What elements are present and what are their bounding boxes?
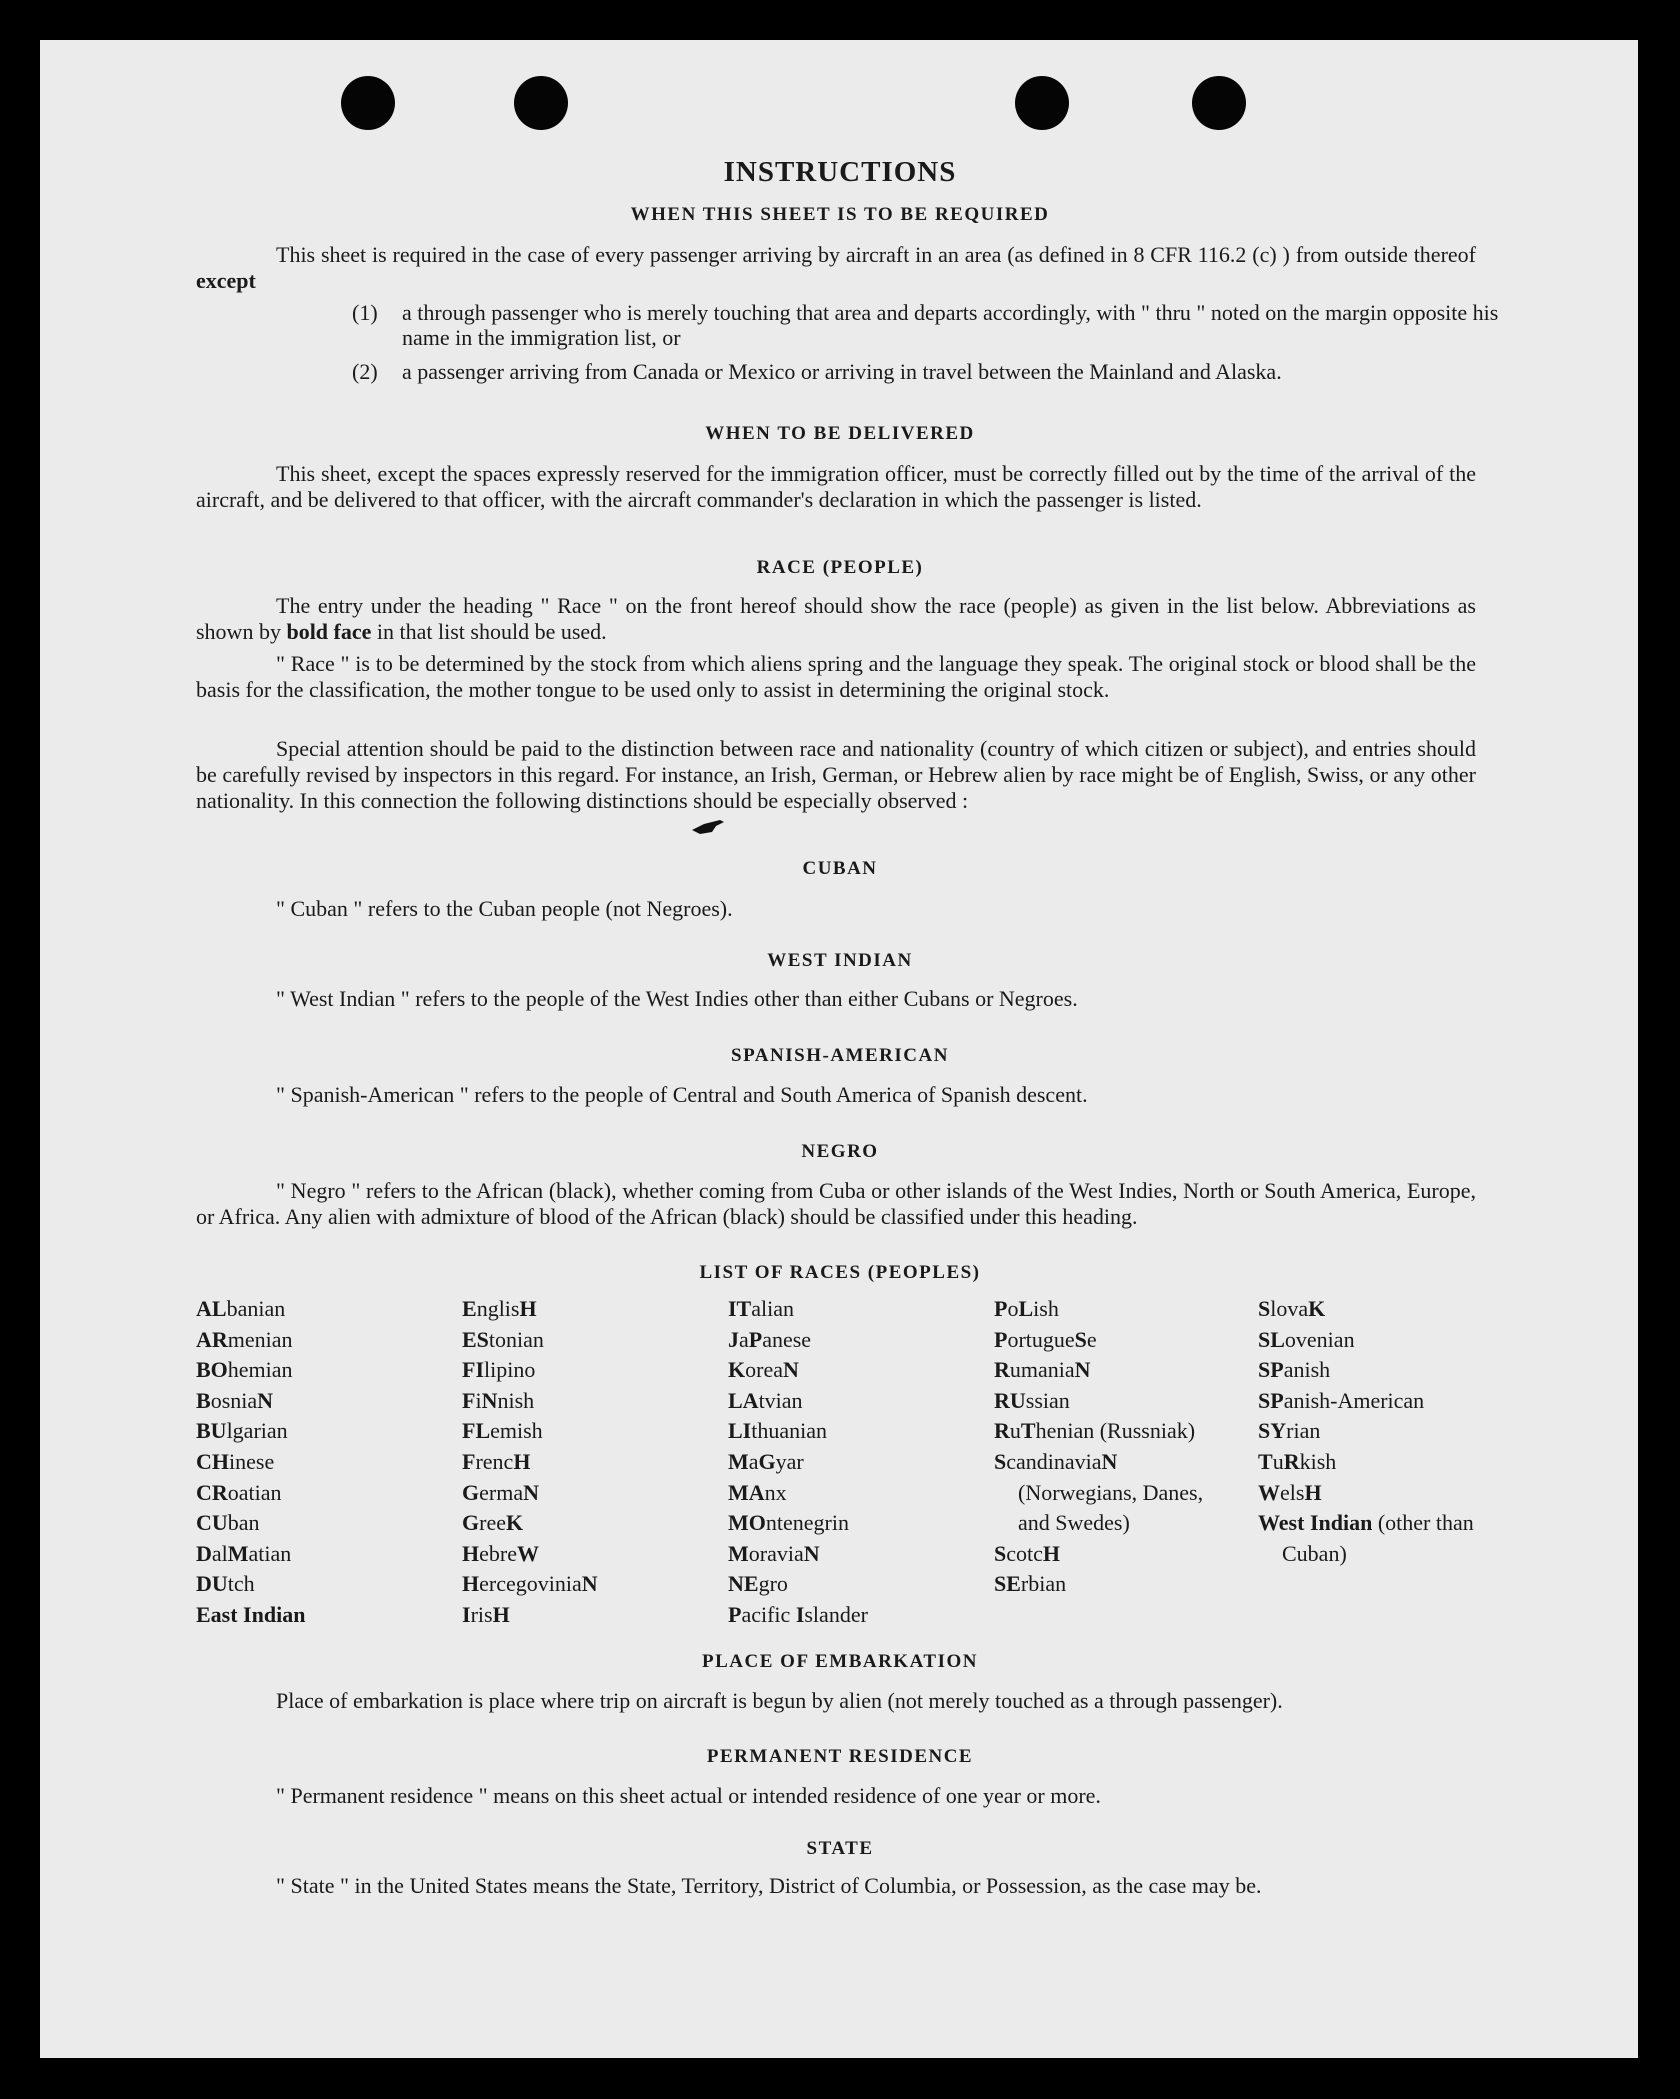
race-text: lova (1270, 1296, 1309, 1321)
race-entry (462, 1478, 712, 1509)
race-abbrev: K (505, 1510, 524, 1536)
races-column-2 (462, 1294, 712, 1631)
race-text: ssian (1025, 1387, 1070, 1413)
race-abbrev: D (196, 1540, 212, 1566)
race-text: nish (497, 1387, 535, 1413)
race-entry (196, 1478, 446, 1509)
race-abbrev: S (1074, 1326, 1087, 1352)
race-abbrev: W (1258, 1479, 1280, 1505)
race-text: u (1272, 1448, 1284, 1474)
race-abbrev: FI (462, 1357, 484, 1383)
race-entry (728, 1325, 978, 1356)
race-text: rian (1286, 1418, 1321, 1444)
race-entry (462, 1600, 712, 1631)
race-text: inese (229, 1448, 275, 1474)
race-abbrev: FL (462, 1418, 491, 1444)
race-abbrev: BU (196, 1418, 227, 1444)
race-entry (462, 1325, 712, 1356)
race-entry (1258, 1325, 1488, 1356)
race-text: al (211, 1540, 228, 1566)
race-entry (462, 1355, 712, 1386)
negro-text: " Negro " refers to the African (black), whether coming from Cuba or other islands of the West Indies, North or South America, Europe, or Africa. Any alien with admixture of blood of the African (black) should be classified under this heading. (196, 1178, 1476, 1229)
section-heading-west-indian: WEST INDIAN (767, 950, 913, 971)
race-abbrev: F (462, 1387, 476, 1413)
race-entry (994, 1416, 1226, 1447)
race-paragraph-3: Special attention should be paid to the distinction between race and nationality (country of which citizen or subject), and entries should be carefully revised by inspectors in this regard. For instance, an Irish, German, or Hebrew alien by race might be of English, Swiss, or any other nationality. In this connection the following distinctions should be especially observed : (196, 736, 1476, 813)
race-text: gro (758, 1571, 788, 1597)
exception-number: (2) (352, 359, 378, 384)
race-abbrev: West Indian (1258, 1510, 1373, 1536)
race-entry (196, 1386, 446, 1417)
race-abbrev: H (462, 1571, 480, 1597)
race-text: thuanian (751, 1418, 828, 1444)
race-entry (728, 1294, 978, 1325)
races-column-1 (196, 1294, 446, 1631)
race-abbrev: N (257, 1387, 274, 1413)
race-text: tonian (488, 1326, 544, 1352)
race-text: acific (741, 1601, 796, 1627)
race-entry (994, 1539, 1226, 1570)
race-abbrev: G (462, 1479, 480, 1505)
race-entry (994, 1294, 1226, 1325)
section-heading-required: WHEN THIS SHEET IS TO BE REQUIRED (630, 204, 1050, 225)
race-entry (1258, 1386, 1488, 1417)
race-text: lipino (484, 1357, 536, 1383)
race-p1-bold: bold face (286, 619, 372, 644)
required-intro (196, 242, 1476, 294)
west-indian-text: " West Indian " refers to the people of the West Indies other than either Cubans or Negroes. (276, 986, 1078, 1011)
race-entry (728, 1508, 978, 1539)
race-entry (462, 1294, 712, 1325)
race-abbrev: MA (728, 1479, 765, 1505)
race-abbrev: SP (1258, 1357, 1284, 1383)
race-abbrev: L (1018, 1296, 1034, 1321)
race-abbrev: LI (728, 1418, 752, 1444)
race-text: lgarian (226, 1418, 288, 1444)
delivered-text: This sheet, except the spaces expressly reserved for the immigration officer, must be correctly filled out by the time of the arrival of the aircraft, and be delivered to that officer, with the aircraft commander's declaration in which the passenger is listed. (196, 461, 1476, 512)
section-heading-delivered: WHEN TO BE DELIVERED (705, 423, 975, 444)
exception-item-1 (352, 300, 1526, 350)
races-list (196, 1294, 1486, 1634)
race-text: oravia (748, 1540, 804, 1566)
race-text: hemian (227, 1357, 293, 1383)
race-abbrev: MO (728, 1510, 766, 1536)
race-abbrev: BO (196, 1357, 228, 1383)
race-text: kish (1299, 1448, 1337, 1474)
race-text: nx (764, 1479, 787, 1505)
race-entry (728, 1416, 978, 1447)
race-abbrev: H (1304, 1479, 1322, 1505)
race-entry (196, 1416, 446, 1447)
race-entry (994, 1386, 1226, 1417)
race-entry (728, 1569, 978, 1600)
race-abbrev: E (462, 1296, 477, 1321)
race-abbrev: N (1074, 1357, 1091, 1383)
race-text: ree (479, 1510, 506, 1536)
race-abbrev: G (462, 1510, 480, 1536)
race-text: ercegovinia (479, 1571, 582, 1597)
section-heading-residence: PERMANENT RESIDENCE (706, 1746, 974, 1767)
race-text: (other than Cuban) (1282, 1510, 1474, 1566)
race-entry (462, 1416, 712, 1447)
race-entry (1258, 1416, 1488, 1447)
race-abbrev: AR (196, 1326, 228, 1352)
race-entry (462, 1386, 712, 1417)
race-abbrev: R (1283, 1448, 1300, 1474)
list-of-races-heading: LIST OF RACES (PEOPLES) (699, 1262, 981, 1283)
section-heading-negro: NEGRO (801, 1141, 879, 1162)
race-paragraph-1 (196, 593, 1476, 645)
race-entry (1258, 1447, 1488, 1478)
race-text: cotc (1006, 1540, 1043, 1566)
race-abbrev: N (1101, 1448, 1118, 1474)
punch-hole (1015, 76, 1069, 130)
races-column-4 (994, 1294, 1226, 1600)
race-entry (462, 1569, 712, 1600)
race-text: erma (479, 1479, 524, 1505)
race-text: renc (475, 1448, 514, 1474)
race-abbrev: I (462, 1601, 471, 1627)
race-text: a (748, 1448, 759, 1474)
race-text: candinavia (1006, 1448, 1102, 1474)
race-entry (196, 1569, 446, 1600)
race-abbrev: I (795, 1601, 805, 1627)
race-abbrev: T (1258, 1448, 1273, 1474)
race-text: a (739, 1326, 749, 1352)
race-abbrev: H (519, 1296, 537, 1321)
race-abbrev: SE (994, 1571, 1021, 1597)
race-text: banian (226, 1296, 286, 1321)
spanish-american-text: " Spanish-American " refers to the people of Central and South America of Spanish descent. (276, 1082, 1088, 1107)
state-text: " State " in the United States means the State, Territory, District of Columbia, or Possession, as the case may be. (276, 1873, 1262, 1898)
race-abbrev: H (1042, 1540, 1061, 1566)
race-text: e (1086, 1326, 1097, 1352)
race-abbrev: R (994, 1418, 1010, 1444)
race-text: anese (762, 1326, 812, 1352)
race-abbrev: ES (462, 1326, 489, 1352)
race-abbrev: B (196, 1387, 211, 1413)
race-text: nglis (476, 1296, 520, 1321)
race-entry (462, 1539, 712, 1570)
race-text: ebre (479, 1540, 517, 1566)
embarkation-text: Place of embarkation is place where trip on aircraft is begun by alien (not merely touched as a through passenger). (276, 1688, 1283, 1713)
race-abbrev: AL (196, 1296, 227, 1321)
race-abbrev: P (994, 1296, 1008, 1321)
race-abbrev: M (728, 1448, 749, 1474)
race-text: (Norwegians, Danes, and Swedes) (1018, 1479, 1204, 1536)
race-entry (728, 1447, 978, 1478)
race-entry (196, 1539, 446, 1570)
race-text: ntenegrin (765, 1510, 849, 1536)
race-entry (994, 1569, 1226, 1600)
exception-text: a through passenger who is merely touching that area and departs accordingly, with " thru " noted on the margin opposite his name in the immigration list, or (402, 300, 1499, 350)
race-p1-text: The entry under the heading " Race " on the front hereof should show the race (people) as given in the list below. Abbreviations as shown by (196, 593, 1476, 644)
race-text: slander (804, 1601, 868, 1627)
race-text: orea (745, 1357, 783, 1383)
race-abbrev: CU (196, 1510, 228, 1536)
race-abbrev: East Indian (196, 1601, 306, 1627)
cuban-text: " Cuban " refers to the Cuban people (not Negroes). (276, 896, 733, 921)
race-entry (728, 1539, 978, 1570)
residence-text: " Permanent residence " means on this sheet actual or intended residence of one year or more. (276, 1783, 1101, 1808)
race-text: menian (227, 1326, 293, 1352)
race-abbrev: P (748, 1326, 763, 1352)
punch-hole (1192, 76, 1246, 130)
race-abbrev: DU (196, 1571, 228, 1597)
race-abbrev: T (1020, 1418, 1036, 1444)
section-heading-cuban: CUBAN (802, 858, 878, 879)
race-abbrev: S (994, 1448, 1007, 1474)
race-text: tch (227, 1571, 255, 1597)
race-entry (728, 1478, 978, 1509)
race-abbrev: K (728, 1357, 746, 1383)
exception-text: a passenger arriving from Canada or Mexico or arriving in travel between the Mainland and Alaska. (402, 359, 1282, 384)
race-abbrev: F (462, 1448, 476, 1474)
exception-item-2 (352, 359, 1526, 384)
race-text: rbian (1020, 1571, 1067, 1597)
race-abbrev: S (994, 1540, 1007, 1566)
race-text: o (1007, 1296, 1019, 1321)
race-entry (196, 1600, 446, 1631)
race-abbrev: N (481, 1387, 498, 1413)
race-p1-text-end: in that list should be used. (376, 619, 607, 644)
race-entry (462, 1447, 712, 1478)
race-entry (1258, 1508, 1488, 1569)
race-abbrev: P (994, 1326, 1008, 1352)
race-abbrev: SL (1258, 1326, 1285, 1352)
race-entry (1258, 1355, 1488, 1386)
race-abbrev: SP (1258, 1387, 1284, 1413)
section-heading-spanish-american: SPANISH-AMERICAN (731, 1045, 949, 1066)
race-entry (196, 1355, 446, 1386)
race-text: ris (470, 1601, 493, 1627)
race-entry (994, 1447, 1226, 1539)
page-title: INSTRUCTIONS (723, 156, 957, 188)
punch-hole (514, 76, 568, 130)
race-text: els (1280, 1479, 1305, 1505)
race-entry (728, 1600, 978, 1631)
race-entry (196, 1447, 446, 1478)
races-column-3 (728, 1294, 978, 1631)
race-entry (196, 1325, 446, 1356)
race-abbrev: N (803, 1540, 820, 1566)
race-abbrev: W (516, 1540, 539, 1566)
race-text: ortugue (1007, 1326, 1075, 1352)
race-text: yar (775, 1448, 804, 1474)
race-abbrev: M (728, 1540, 749, 1566)
race-abbrev: NE (728, 1571, 759, 1597)
race-abbrev: LA (728, 1387, 759, 1413)
race-text: i (475, 1387, 482, 1413)
race-entry (1258, 1478, 1488, 1509)
race-text: atian (248, 1540, 292, 1566)
race-abbrev: SY (1258, 1418, 1287, 1444)
race-text: emish (490, 1418, 543, 1444)
race-abbrev: CR (196, 1479, 228, 1505)
races-column-5 (1258, 1294, 1488, 1569)
race-text: henian (Russniak) (1035, 1418, 1196, 1444)
race-text: ovenian (1284, 1326, 1355, 1352)
race-entry (728, 1355, 978, 1386)
race-abbrev: H (492, 1601, 510, 1627)
race-text: ish (1033, 1296, 1059, 1321)
race-text: tvian (758, 1387, 803, 1413)
race-abbrev: P (728, 1601, 742, 1627)
race-abbrev: CH (196, 1448, 229, 1474)
race-paragraph-2: " Race " is to be determined by the stock from which aliens spring and the language they speak. The original stock or blood shall be the basis for the classification, the mother tongue to be used only to assist in determining the original stock. (196, 651, 1476, 702)
section-heading-embarkation: PLACE OF EMBARKATION (702, 1651, 978, 1672)
race-abbrev: R (994, 1357, 1010, 1383)
section-heading-race: RACE (PEOPLE) (756, 557, 924, 578)
race-text: anish-American (1283, 1387, 1425, 1413)
exception-number: (1) (352, 300, 378, 325)
race-entry (994, 1355, 1226, 1386)
required-intro-text: This sheet is required in the case of every passenger arriving by aircraft in an area (as defined in 8 CFR 116.2 (c) ) from outside thereof (276, 242, 1476, 267)
race-abbrev: RU (994, 1387, 1026, 1413)
race-entry (462, 1508, 712, 1539)
race-abbrev: N (523, 1479, 539, 1505)
race-abbrev: M (227, 1540, 249, 1566)
race-abbrev: N (782, 1357, 799, 1383)
race-text: osnia (210, 1387, 258, 1413)
race-text: anish (1283, 1357, 1331, 1383)
race-entry (728, 1386, 978, 1417)
race-abbrev: G (758, 1448, 776, 1474)
race-text: umania (1009, 1357, 1075, 1383)
race-abbrev: K (1308, 1296, 1326, 1321)
section-heading-state: STATE (806, 1838, 874, 1859)
race-abbrev: N (581, 1571, 598, 1597)
pointing-hand-icon (690, 818, 726, 836)
race-text: ban (227, 1510, 260, 1536)
race-text: oatian (227, 1479, 282, 1505)
race-entry (196, 1294, 446, 1325)
race-entry (994, 1325, 1226, 1356)
race-text: u (1009, 1418, 1021, 1444)
punch-hole (341, 76, 395, 130)
race-abbrev: H (513, 1448, 531, 1474)
race-text: alian (751, 1296, 795, 1321)
race-abbrev: S (1258, 1296, 1271, 1321)
race-abbrev: H (462, 1540, 480, 1566)
required-intro-bold: except (196, 268, 256, 293)
race-abbrev: J (728, 1326, 739, 1352)
race-entry (196, 1508, 446, 1539)
race-entry (1258, 1294, 1488, 1325)
race-abbrev: IT (728, 1296, 752, 1321)
